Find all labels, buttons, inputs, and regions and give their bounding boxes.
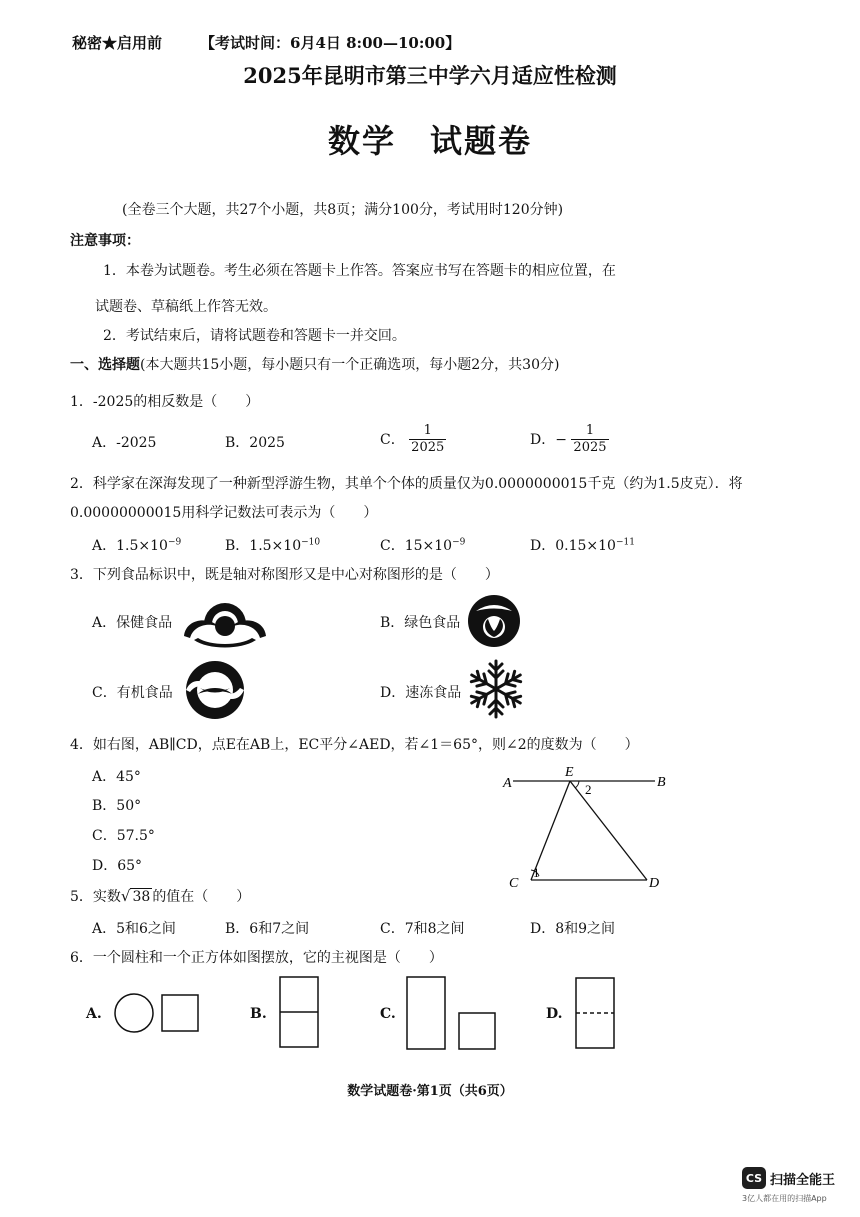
q1-option-c-fraction	[409, 423, 446, 457]
q4-option-c: C．57.5°	[92, 828, 155, 844]
q2-c-base: 15×10	[404, 538, 453, 554]
label-angle-2: 2	[585, 782, 592, 797]
q1-option-d-label: D．	[530, 431, 556, 448]
section-1-label: 一、选择题	[70, 357, 140, 373]
section-1-desc: (本大题共15小题，每小题只有一个正确选项，每小题2分，共30分)	[140, 357, 560, 373]
secret-label: 秘密★启用前	[72, 34, 163, 52]
q6-option-c-label: C.	[380, 1006, 396, 1022]
q1-stem: 1．-2025的相反数是（ ）	[70, 394, 260, 410]
q6-stem: 6．一个圆柱和一个正方体如图摆放，它的主视图是（ ）	[70, 950, 443, 966]
angle-2-arc	[575, 781, 579, 788]
green-food-logo-icon	[466, 593, 522, 649]
q3-option-d: D．速冻食品	[380, 685, 462, 701]
note-1-line-1: 1．本卷为试题卷。考生必须在答题卡上作答。答案应书写在答题卡的相应位置，在	[103, 263, 616, 279]
q2-a-base: 1.5×10	[116, 538, 168, 554]
label-angle-1: 1	[533, 865, 540, 880]
label-a: A	[503, 776, 512, 791]
q3-option-b: B．绿色食品	[380, 615, 461, 631]
q1-option-b: B．2025	[225, 435, 285, 451]
q2-d-exponent: −11	[615, 537, 635, 548]
q5-option-d: D．8和9之间	[530, 921, 616, 937]
q2-stem-line-2: 0.00000000015用科学记数法可表示为（ ）	[70, 505, 378, 521]
watermark-tagline: 3亿人都在用的扫描App	[742, 1194, 827, 1203]
q1-option-a: A．-2025	[92, 435, 157, 451]
q4-geometry-figure	[495, 760, 680, 892]
q4-stem: 4．如右图，AB∥CD，点E在AB上，EC平分∠AED，若∠1＝65°，则∠2的度数为（ ）	[70, 737, 639, 753]
q5-radicand: 38	[132, 889, 151, 905]
q2-a-exponent: −9	[167, 537, 182, 548]
section-1-header	[70, 354, 559, 374]
segment-ed	[570, 781, 647, 880]
q1-d-sign: −	[555, 431, 567, 448]
notes-heading: 注意事项：	[70, 233, 140, 249]
q6-option-a-figure	[112, 990, 204, 1036]
page-footer: 数学试题卷·第1页（共6页）	[347, 1084, 513, 1099]
q6-option-c-figure	[404, 974, 498, 1052]
q3-option-c: C．有机食品	[92, 685, 173, 701]
q1-option-d-fraction	[571, 423, 608, 457]
q1-option-d	[530, 423, 609, 457]
camscanner-logo-icon: CS	[742, 1167, 766, 1189]
q6-option-d-label: D.	[546, 1006, 563, 1022]
q1-option-c-label: C．	[380, 431, 405, 448]
watermark-name: 扫描全能王	[770, 1172, 836, 1188]
q2-option-d	[530, 535, 635, 555]
label-c: C	[509, 876, 519, 891]
q3-stem: 3．下列食品标识中，既是轴对称图形又是中心对称图形的是（ ）	[70, 567, 499, 583]
snowflake-logo-icon	[466, 658, 526, 720]
q2-a-label: A．	[92, 538, 117, 554]
q2-b-label: B．	[225, 538, 250, 554]
label-b: B	[657, 775, 666, 790]
q1-option-c	[380, 423, 446, 457]
q2-option-c	[380, 535, 465, 555]
q2-d-base: 0.15×10	[555, 538, 616, 554]
sqrt-symbol: √	[120, 887, 131, 905]
q5-stem-pre: 5．实数	[70, 889, 121, 905]
q6-option-a-label: A.	[86, 1006, 102, 1022]
label-e: E	[565, 765, 574, 780]
q4-option-d: D．65°	[92, 858, 143, 874]
q2-stem-line-1: 2．科学家在深海发现了一种新型浮游生物，其单个个体的质量仅为0.0000000015千克（约为1.5皮克）．将	[70, 476, 743, 492]
q2-b-base: 1.5×10	[249, 538, 302, 554]
q3-option-a: A．保健食品	[92, 615, 173, 631]
q2-c-exponent: −9	[452, 537, 466, 548]
scanner-watermark	[742, 1167, 835, 1189]
q5-stem-post: 的值在（ ）	[152, 889, 251, 905]
q4-option-b: B．50°	[92, 798, 142, 814]
exam-info: (全卷三个大题，共27个小题，共8页；满分100分，考试用时120分钟)	[122, 202, 564, 218]
note-1-line-2: 试题卷、草稿纸上作答无效。	[95, 299, 277, 315]
q4-option-a: A．45°	[92, 769, 141, 785]
q5-option-b: B．6和7之间	[225, 921, 310, 937]
health-food-logo-icon	[180, 592, 270, 650]
q5-option-c: C．7和8之间	[380, 921, 465, 937]
subject-title: 数学 试题卷	[327, 122, 532, 160]
q1-c-denominator: 2025	[411, 440, 445, 456]
organic-food-logo-icon	[182, 660, 248, 720]
q1-d-denominator: 2025	[573, 440, 607, 456]
q1-d-numerator: 1	[571, 423, 608, 440]
q5-option-a: A．5和6之间	[92, 921, 176, 937]
q6-option-b-label: B.	[250, 1006, 267, 1022]
q2-c-label: C．	[380, 538, 405, 554]
q2-option-a	[92, 535, 181, 555]
exam-time: 【考试时间：6月4日 8:00—10:00】	[200, 34, 461, 52]
note-2: 2．考试结束后，请将试题卷和答题卡一并交回。	[103, 328, 406, 344]
q5-stem	[70, 886, 250, 906]
q6-option-d-figure	[574, 976, 616, 1052]
label-d: D	[649, 876, 660, 891]
q2-b-exponent: −10	[301, 537, 321, 548]
q2-d-label: D．	[530, 538, 556, 554]
exam-title: 2025年昆明市第三中学六月适应性检测	[243, 63, 617, 88]
q2-option-b	[225, 535, 320, 555]
q1-c-numerator: 1	[409, 423, 446, 440]
q6-option-b-figure	[278, 975, 322, 1051]
